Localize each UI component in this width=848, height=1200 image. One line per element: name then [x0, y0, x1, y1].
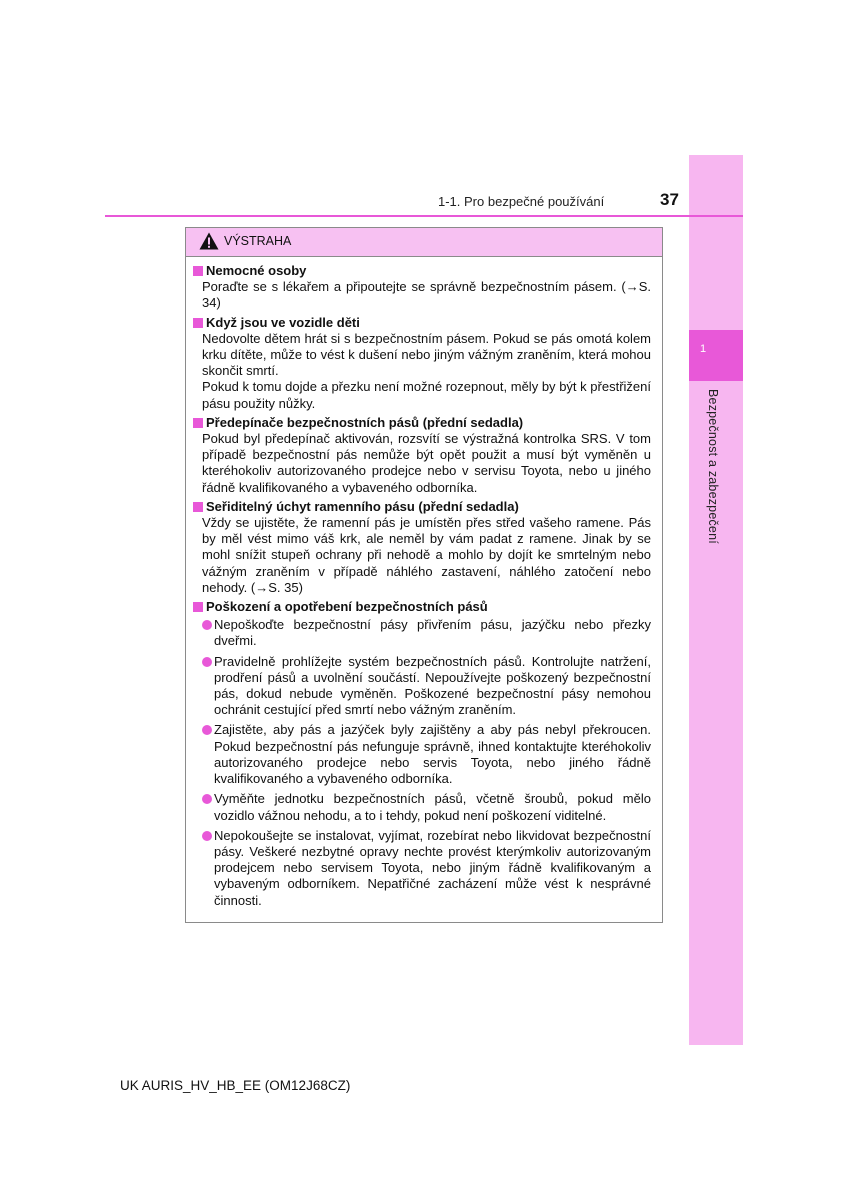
round-bullet-icon: [202, 725, 212, 735]
square-bullet-icon: [193, 602, 203, 612]
square-bullet-icon: [193, 502, 203, 512]
warning-box: [185, 227, 663, 923]
warning-content: [186, 263, 662, 913]
section-heading: Když jsou ve vozidle děti: [190, 315, 662, 331]
square-bullet-icon: [193, 318, 203, 328]
chapter-side-tab: [689, 155, 743, 1045]
warning-section: [186, 415, 662, 496]
section-text: Nedovolte dětem hrát si s bezpečnostním pásem. Pokud se pás omotá kolem krku dítěte, může to vést k dušení nebo jiným vážným zraněním, která mohou skončit smrtí.: [202, 330, 651, 379]
square-bullet-icon: [193, 266, 203, 276]
square-bullet-icon: [193, 418, 203, 428]
warning-section: [186, 315, 662, 412]
chapter-number-tab[interactable]: [689, 330, 743, 381]
list-item: Nepoškoďte bezpečnostní pásy přivřením pásu, jazýčku nebo přezky dveřmi.: [202, 617, 651, 649]
round-bullet-icon: [202, 620, 212, 630]
list-item: Vyměňte jednotku bezpečnostních pásů, včetně šroubů, pokud mělo vozidlo vážnou nehodu, a to i tehdy, pokud není poškození viditelné.: [202, 791, 651, 823]
warning-section: [186, 499, 662, 596]
list-item: Pravidelně prohlížejte systém bezpečnostních pásů. Kontrolujte natržení, prodření pásů a uvolnění součástí. Nepoužívejte poškozený bezpečnostní pás, dokud nebude vyměněn. Poškozené bezpečnostní pásy nemohou ochránit cestující před smrtí nebo vážným zraněním.: [202, 654, 651, 719]
warning-triangle-icon: [199, 232, 219, 250]
warning-title: VÝSTRAHA: [224, 234, 292, 248]
chapter-number: 1: [700, 343, 707, 355]
page-number: 37: [660, 190, 679, 209]
list-item: Nepokoušejte se instalovat, vyjímat, rozebírat nebo likvidovat bezpečnostní pásy. Veškeré nezbytné opravy nechte provést kterýmkoliv autorizovaným prodejcem nebo servisem Toyota, nebo jiným řádně kvalifikovaným a vybaveným odborníkem. Nepatřičné zacházení může vést k nesprávné činnosti.: [202, 828, 651, 909]
header-divider: [105, 215, 743, 217]
section-title: 1-1. Pro bezpečné používání: [438, 194, 605, 209]
round-bullet-icon: [202, 831, 212, 841]
section-text: Pokud k tomu dojde a přezku není možné rozepnout, měly by být k přestřižení pásu použity nůžky.: [202, 379, 651, 411]
section-text: Pokud byl předepínač aktivován, rozsvítí se výstražná kontrolka SRS. V tom případě bezpečnostní pás nemůže být opět použit a musí být vyměněn u kteréhokoliv autorizovaného prodejce nebo v servisu Toyota, nebo u jiného řádně kvalifikovaného a vybaveného odborníka.: [202, 431, 651, 495]
section-heading: Poškození a opotřebení bezpečnostních pásů: [190, 599, 662, 615]
warning-header: [186, 228, 662, 257]
section-text: Vždy se ujistěte, že ramenní pás je umístěn přes střed vašeho ramene. Pás by měl vést mimo váš krk, ale neměl by vám padat z ramene. Jinak by se mohl snížit stupeň ochrany při nehodě a mohlo by dojít ke smrtelným nebo vážným zraněním v případě náhlého zastavení, náhlého zatočení nebo nehody. (→S. 35): [202, 515, 651, 595]
list-item: Zajistěte, aby pás a jazýček byly zajištěny a aby pás nebyl překroucen. Pokud bezpečnostní pás nefunguje správně, ihned kontaktujte kteréhokoliv autorizovaného prodejce nebo servis Toyota, nebo jiného řádně kvalifikovaného a vybaveného odborníka.: [202, 722, 651, 787]
section-text: Poraďte se s lékařem a připoutejte se správně bezpečnostním pásem. (→S. 34): [202, 279, 651, 311]
round-bullet-icon: [202, 657, 212, 667]
warning-section: [186, 599, 662, 909]
section-heading: Nemocné osoby: [190, 263, 662, 279]
document-code: UK AURIS_HV_HB_EE (OM12J68CZ): [120, 1078, 351, 1093]
round-bullet-icon: [202, 794, 212, 804]
warning-section: [186, 263, 662, 312]
section-heading: Předepínače bezpečnostních pásů (přední sedadla): [190, 415, 662, 431]
section-heading: Seřiditelný úchyt ramenního pásu (přední sedadla): [190, 499, 662, 515]
chapter-title: Bezpečnost a zabezpečení: [706, 389, 720, 544]
